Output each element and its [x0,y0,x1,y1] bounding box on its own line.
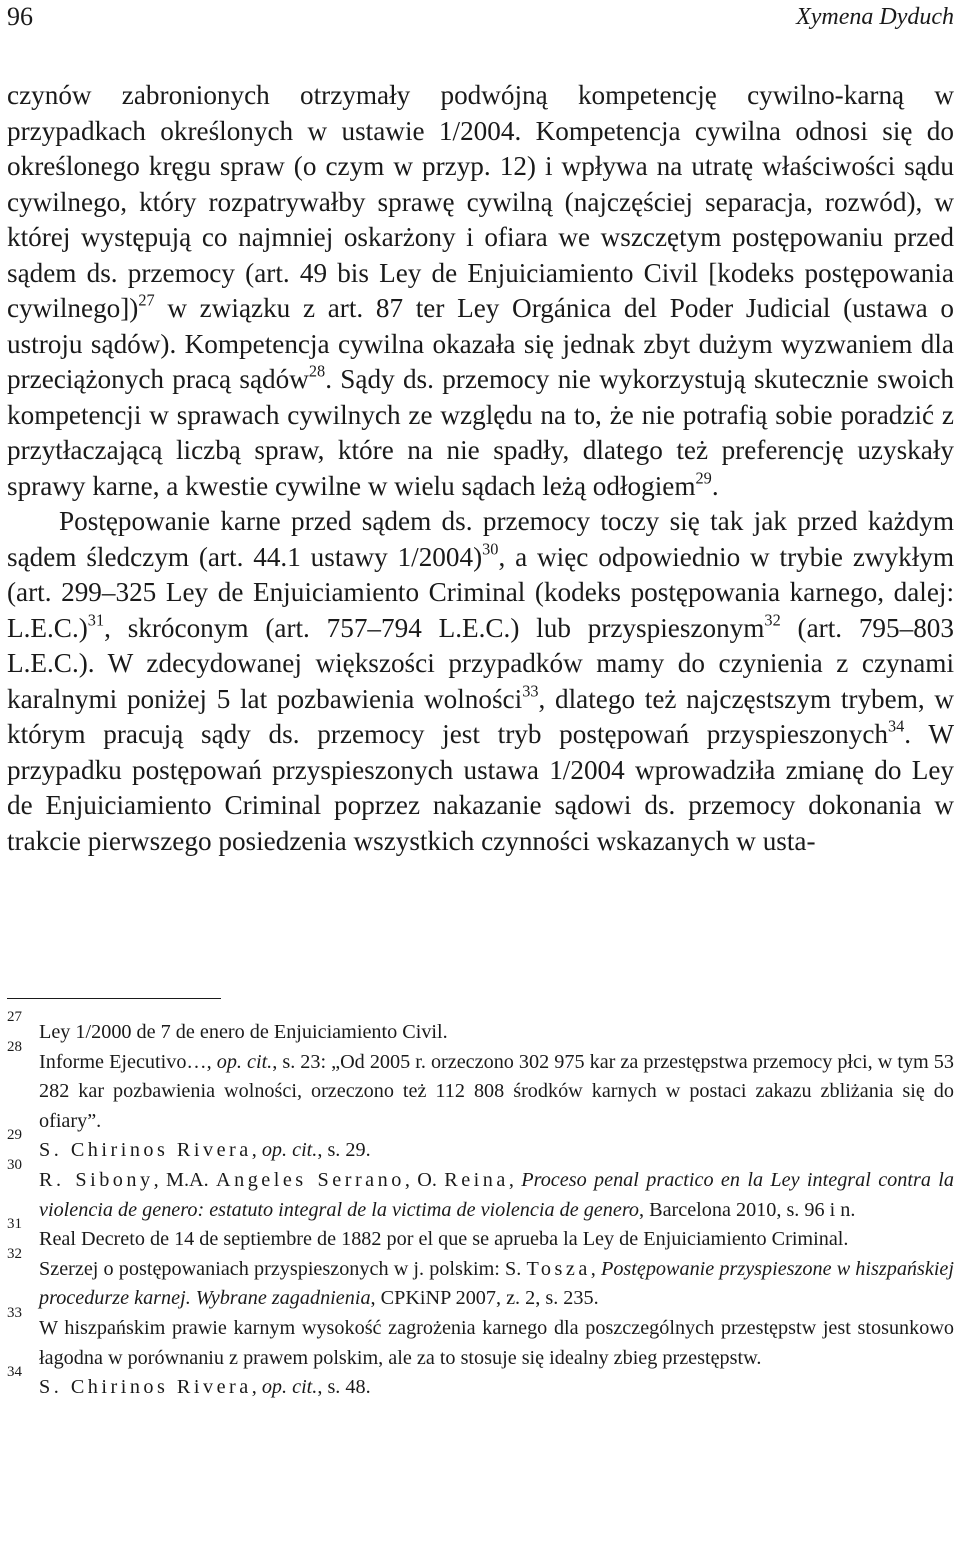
paragraph-2 [7,504,954,859]
footnote-number: 31 [7,1216,22,1233]
running-head [7,0,954,40]
footnote-ref-28[interactable]: 28 [308,361,326,381]
footnote-text: , [590,1257,601,1280]
text-run: . [711,470,719,501]
footnote-number: 27 [7,1009,22,1025]
footnote-text: , s. 29. [317,1139,371,1162]
footnote-ref-29[interactable]: 29 [695,468,712,488]
footnote-33 [7,1304,954,1373]
running-head-author: Xymena Dyduch [796,4,954,30]
footnote-author: Tosza [526,1257,591,1280]
footnote-34 [7,1364,954,1403]
footnote-text: , [251,1139,262,1162]
text-run: w związku z art. 87 ter Ley Orgánica del Poder Judicial (ustawa o ustroju sądów). Kompetencja cywilna okazała się jednak zbyt dużym wyzwaniem dla przeciążonych pracą sądów [7,293,954,394]
paragraph-1 [7,78,954,504]
footnote-text: , CPKiNP 2007, z. 2, s. 235. [370,1287,599,1310]
text-run: , dlatego też najczęstszym trybem, w którym pracują sądy ds. przemocy jest tryb postępowań przyspieszonych [7,683,954,749]
footnote-ref-30[interactable]: 30 [482,539,499,559]
footnote-number: 30 [7,1156,22,1173]
footnote-ref-34[interactable]: 34 [887,716,905,736]
footnote-number: 28 [7,1038,22,1055]
footnote-italic: op. cit. [261,1376,318,1399]
footnote-number: 32 [7,1245,22,1262]
footnote-italic: op. cit. [261,1139,318,1162]
footnote-ref-33[interactable]: 33 [522,681,539,701]
footnote-author: S. Chirinos Rivera [39,1376,252,1399]
footnote-29 [7,1127,954,1166]
text-run: Postępowanie karne przed sądem ds. przemocy toczy się tak jak przed każdym sądem śledczym (art. 44.1 ustawy 1/2004) [7,506,954,572]
footnote-text: , O. [404,1168,445,1191]
footnote-31 [7,1216,954,1255]
page-number: 96 [7,2,33,31]
footnote-text: , [251,1376,262,1399]
text-run: (art. 795–803 L.E.C.). W zdecydowanej większości przypadków mamy do czynienia z czynami karalnymi poniżej 5 lat pozbawienia wolności [7,612,954,714]
footnote-27 [7,1009,954,1048]
text-run: , skróconym (art. 757–794 L.E.C.) lub przyspieszonym [104,612,765,643]
footnote-text: , s. 23: „Od 2005 r. orzeczono 302 975 kar za przestępstwa przemocy płci, w tym 53 282 kar pozbawienia wolności, orzeczono też 112 808 środków karnych w postaci zakazu zbliżania się do ofiary”. [39,1050,954,1132]
text-run: . Sądy ds. przemocy nie wykorzystują skutecznie swoich kompetencji w sprawach cywilnych ze względu na to, że nie potrafią sobie poradzić z przytłaczającą liczbą spraw, które na nie spadły, dlatego też preferencję uzyskały sprawy karne, a kwestie cywilne w wielu sądach leżą odłogiem [7,364,955,501]
footnote-text: , [508,1168,522,1191]
body-text [7,78,954,859]
footnote-text: Informe Ejecutivo…, [39,1050,217,1073]
footnote-italic: op. cit. [216,1050,273,1073]
footnote-text: , s. 48. [317,1376,371,1399]
footnote-ref-32[interactable]: 32 [764,610,781,630]
text-run: , a więc odpowiednio w trybie zwykłym (art. 299–325 Ley de Enjuiciamiento Criminal (kodeks postępowania karnego, dalej: L.E.C.) [7,541,955,643]
footnote-author: Reina [444,1168,509,1191]
text-run: . W przypadku postępowań przyspieszonych ustawa 1/2004 wprowadziła zmianę do Ley de Enjuiciamiento Criminal poprzez nakazanie sądowi ds. przemocy dokonania w trakcie pierwszego posiedzenia wszystkich czynności wskazanych w usta- [7,719,954,856]
footnote-text: Ley 1/2000 de 7 de enero de Enjuiciamiento Civil. [39,1021,448,1043]
footnote-30 [7,1156,954,1225]
footnotes [7,1009,955,1403]
footnote-italic: Proceso penal practico en la Ley integral contra la violencia de genero: estatuto integral de la victima de violencia de genero [39,1168,954,1221]
footnote-divider [7,998,221,999]
footnote-text: W hiszpańskim prawie karnym wysokość zagrożenia karnego dla poszczególnych przestępstw jest stosunkowo łagodna w porównaniu z prawem polskim, ale za to stosuje się idealny zbieg przestępstw. [39,1316,954,1369]
footnote-author: R. Sibony [39,1168,154,1191]
footnote-number: 33 [7,1304,22,1321]
footnote-text: , M.A. [153,1168,217,1191]
footnote-number: 34 [7,1364,22,1381]
footnote-author: Angeles Serrano [216,1168,405,1191]
footnote-32 [7,1245,955,1314]
footnote-text: Real Decreto de 14 de septiembre de 1882 por el que se aprueba la Ley de Enjuiciamiento Criminal. [39,1228,849,1251]
footnote-author: S. Chirinos Rivera [39,1139,252,1162]
footnote-number: 29 [7,1127,22,1144]
footnote-text: , Barcelona 2010, s. 96 i n. [639,1198,856,1221]
footnote-text: Szerzej o postępowaniach przyspieszonych w j. polskim: S. [39,1257,527,1280]
footnote-ref-31[interactable]: 31 [87,610,105,630]
footnote-ref-27[interactable]: 27 [138,290,155,310]
footnote-italic: Postępowanie przyspieszone w hiszpańskiej procedurze karnej. Wybrane zagadnienia [39,1257,955,1310]
footnote-28 [7,1038,954,1137]
text-run: czynów zabronionych otrzymały podwójną kompetencję cywilno-karną w przypadkach określonych w ustawie 1/2004. Kompetencja cywilna odnosi się do określonego kręgu spraw (o czym w przyp. 12) i wpływa na utratę właściwości sądu cywilnego, który rozpatrywałby sprawę cywilną (najczęściej separacja, rozwód), w której występują co najmniej oskarżony i ofiara we wszczętym postępowaniu przed sądem ds. przemocy (art. 49 bis Ley de Enjuiciamiento Civil [kodeks postępowania cywilnego]) [7,80,954,323]
